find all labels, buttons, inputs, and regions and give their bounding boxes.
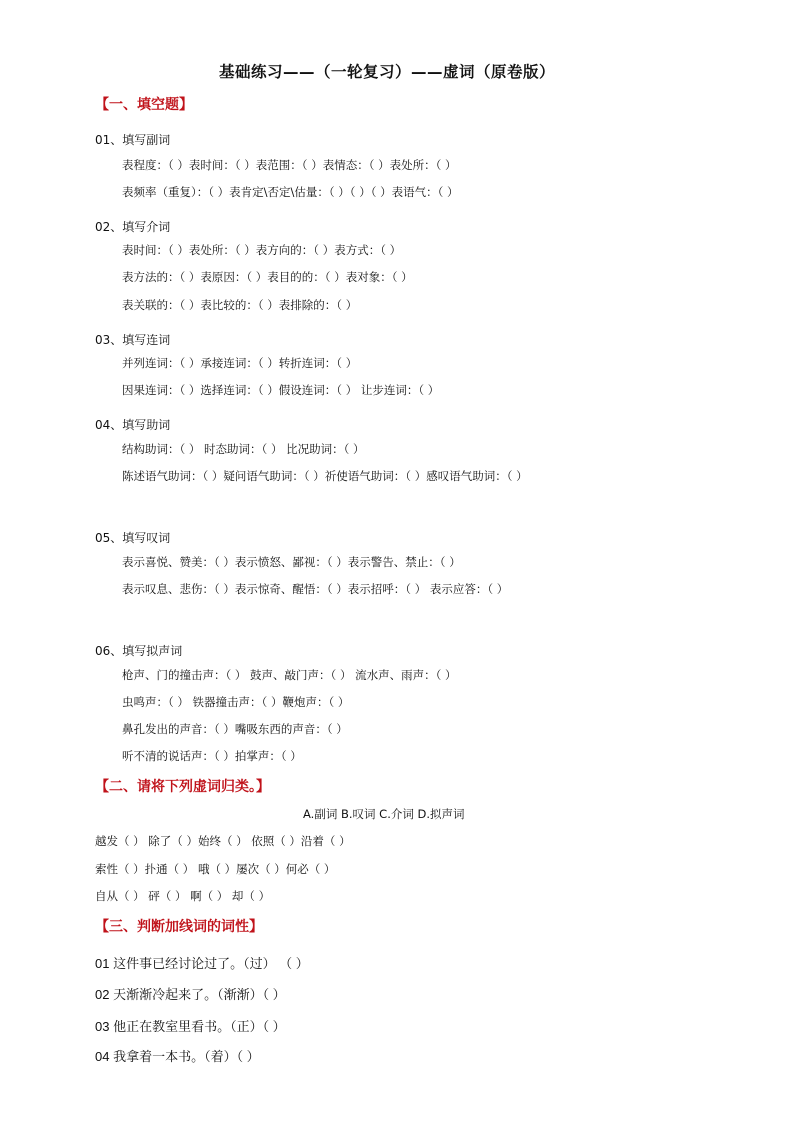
category-options: A.副词 B.叹词 C.介词 D.拟声词	[303, 807, 465, 821]
group-06-row-2: 虫鸣声：（ ） 铁器撞击声：（ ）鞭炮声：（ ）	[122, 695, 350, 709]
group-01-title: 01、填写副词	[95, 133, 171, 147]
group-05-row-1: 表示喜悦、赞美：（ ）表示愤怒、鄙视：（ ）表示警告、禁止：（ ）	[122, 555, 461, 569]
group-02-row-1: 表时间：（ ）表处所：（ ）表方向的：（ ）表方式：（ ）	[122, 243, 402, 257]
group-05-row-2: 表示叹息、悲伤：（ ）表示惊奇、醒悟：（ ）表示招呼：（ ） 表示应答：（ ）	[122, 582, 509, 596]
question-02: 02 天渐渐冷起来了。（渐渐）（ ）	[95, 987, 286, 1002]
section-2-heading: 【二、请将下列虚词归类。】	[95, 779, 270, 795]
group-06-row-1: 枪声、门的撞击声：（ ） 鼓声、敲门声：（ ） 流水声、雨声：（ ）	[122, 668, 457, 682]
group-06-row-3: 鼻孔发出的声音：（ ）嘴吸东西的声音：（ ）	[122, 722, 348, 736]
section-1-heading: 【一、填空题】	[95, 97, 193, 113]
group-03-row-2: 因果连词：（ ）选择连词：（ ）假设连词：（ ） 让步连词：（ ）	[122, 383, 440, 397]
question-04: 04 我拿着一本书。（着）（ ）	[95, 1049, 260, 1064]
group-04-row-2: 陈述语气助词：（ ）疑问语气助词：（ ）祈使语气助词：（ ）感叹语气助词：（ ）	[122, 469, 528, 483]
page-title: 基础练习——（一轮复习）——虚词（原卷版）	[219, 63, 556, 81]
group-04-title: 04、填写助词	[95, 418, 171, 432]
group-06-row-4: 听不清的说话声：（ ）拍掌声：（ ）	[122, 749, 302, 763]
group-03-title: 03、填写连词	[95, 333, 171, 347]
group-02-row-2: 表方法的：（ ）表原因：（ ）表目的的：（ ）表对象：（ ）	[122, 270, 413, 284]
group-02-row-3: 表关联的：（ ）表比较的：（ ）表排除的：（ ）	[122, 298, 358, 312]
question-03: 03 他正在教室里看书。（正）（ ）	[95, 1019, 286, 1034]
group-01-row-1: 表程度：（ ）表时间：（ ）表范围：（ ）表情态：（ ）表处所：（ ）	[122, 158, 457, 172]
group-05-title: 05、填写叹词	[95, 531, 171, 545]
group-02-title: 02、填写介词	[95, 220, 171, 234]
group-03-row-1: 并列连词：（ ）承接连词：（ ）转折连词：（ ）	[122, 356, 358, 370]
classify-row-1: 越发（ ） 除了（ ）始终（ ） 依照（ ）沿着（ ）	[95, 834, 351, 848]
group-04-row-1: 结构助词：（ ） 时态助词：（ ） 比况助词：（ ）	[122, 442, 365, 456]
group-06-title: 06、填写拟声词	[95, 644, 183, 658]
question-01: 01 这件事已经讨论过了。（过） （ ）	[95, 956, 309, 971]
group-01-row-2: 表频率（重复）：（ ）表肯定\否定\估量：（ ）（ ）（ ）表语气：（ ）	[122, 185, 459, 199]
section-3-heading: 【三、判断加线词的词性】	[95, 919, 263, 935]
classify-row-3: 自从（ ） 砰（ ） 啊（ ） 却（ ）	[95, 889, 271, 903]
classify-row-2: 索性（ ）扑通（ ） 哦（ ）屡次（ ）何必（ ）	[95, 862, 336, 876]
